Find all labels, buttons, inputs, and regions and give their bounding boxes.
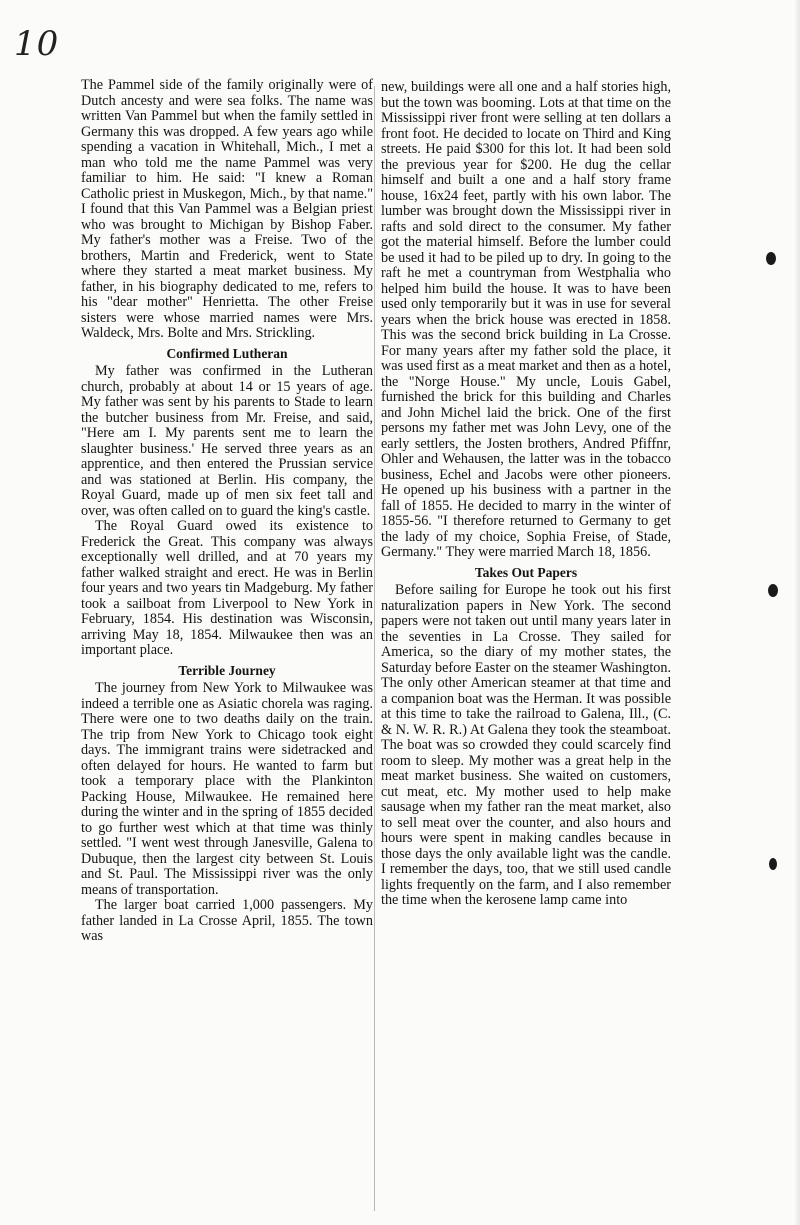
right-column: [381, 80, 671, 1220]
left-column: [81, 78, 373, 1218]
heading-takes-out-papers: Takes Out Papers: [474, 564, 578, 580]
heading-terrible-journey: Terrible Journey: [178, 662, 276, 678]
heading-confirmed-lutheran: Confirmed Lutheran: [166, 345, 288, 361]
right-paragraph-1: new, buildings were all one and a half stories high, but the town was booming. Lots at that time on the Mississippi river front were selling at ten dollars a front foot. He decided to locate on Third and King streets. He paid $300 for this lot. It had been sold the previous year for $200. He dug the cellar himself and built a one and a half story frame house, 16x24 feet, partly with his own labor. The lumber was brought down the Mississippi river in rafts and sold direct to the consumer. My father got the material himself. Before the lumber could be used it had to be piled up to dry. In going to the raft he met a countryman from Westphalia who helped him build the house. It was to have been used only temporarily but it was in use for several years when the brick house was erected in 1858. This was the second brick building in La Crosse. For many years after my father sold the place, it was used first as a meat market and then as a hotel, the "Norge House." My uncle, Louis Gabel, furnished the brick for this building and Charles and John Michel laid the brick. One of the first persons my father met was John Levy, one of the early settlers, the Josten brothers, Andred Pfiffnr, Ohler and Wehausen, the latter was in the tobacco business, Echel and Jacobs were other pioneers. He opened up his business with a partner in the fall of 1855. He decided to marry in the winter of 1855-56. "I therefore returned to Germany to get the lady of my choice, Sophia Freise, of Stade, Germany." They were married March 18, 1856.: [381, 80, 671, 560]
binder-hole-mark: [768, 584, 778, 597]
left-paragraph-4: The journey from New York to Milwaukee was indeed a terrible one as Asiatic chorela was raging. There were one to two deaths daily on the train. The trip from New York to Chicago took eight days. The immigrant trains were sidetracked and often delayed for hours. He wanted to farm but took a temporary place with the Plankinton Packing House, Milwaukee. He remained here during the winter and in the spring of 1855 decided to go further west which at that time was thinly settled. "I went west through Janesville, Galena to Dubuque, then the largest city between St. Louis and St. Paul. The Mississippi river was the only means of transportation.: [81, 680, 373, 898]
left-paragraph-1: The Pammel side of the family originally were of Dutch ancesty and were sea folks. The name was written Van Pammel but when the family settled in Germany this was dropped. A few years ago while spending a vacation in Whitehall, Mich., I met a man who told me the name Pammel was very familiar to him. He said: "I knew a Roman Catholic priest in Muskegon, Mich., by that name." I found that this Van Pammel was a Belgian priest who was brought to Michigan by Bishop Faber. My father's mother was a Freise. Two of the brothers, Martin and Frederick, went to State where they started a meat market business. My father, in his biography dedicated to me, refers to his "dear mother" Henrietta. The other Freise sisters were whose married names were Mrs. Waldeck, Mrs. Bolte and Mrs. Strickling.: [81, 78, 373, 341]
page-number: 10: [14, 24, 60, 64]
left-paragraph-2: My father was confirmed in the Lutheran church, probably at about 14 or 15 years of age. My father was sent by his parents to Stade to learn the butcher business from Mr. Freise, and said, "Here am I. My parents sent me to learn the slaughter business.' He served three years as an apprentice, and then entered the Prussian service and was stationed at Berlin. His company, the Royal Guard, made up of men six feet tall and over, was often called on to guard the king's castle.: [81, 363, 373, 519]
page-edge-shadow: [794, 0, 800, 1225]
binder-hole-mark: [766, 252, 776, 265]
binder-hole-mark: [769, 858, 777, 870]
column-divider: [374, 86, 375, 1211]
right-paragraph-2: Before sailing for Europe he took out his first naturalization papers in New York. The second papers were not taken out until many years later in the seventies in La Crosse. They sailed for America, so the diary of my mother states, the Saturday before Easter on the steamer Washington. The only other American steamer at that time and a companion boat was the Herman. It was possible at this time to take the railroad to Galena, Ill., (C. & N. W. R. R.) At Galena they took the steamboat. The boat was so crowded they could scarcely find room to sleep. My mother was a great help in the meat market business. She waited on customers, cut meat, etc. My mother used to help make sausage when my father ran the meat market, also to sell meat over the counter, and also hours and hours were spent in making candles because in those days the only available light was the candle. I remember the days, too, that we still used candle lights frequently on the farm, and I also remember the time when the kerosene lamp came into: [381, 582, 671, 908]
left-paragraph-5: The larger boat carried 1,000 passengers. My father landed in La Crosse April, 1855. The town was: [81, 897, 373, 944]
left-paragraph-3: The Royal Guard owed its existence to Frederick the Great. This company was always exceptionally well drilled, and at 70 years my father walked straight and erect. He was in Berlin four years and two years tin Madgeburg. My father took a sailboat from Liverpool to New York in February, 1854. His destination was Wisconsin, arriving May 18, 1854. Milwaukee then was an important place.: [81, 518, 373, 658]
